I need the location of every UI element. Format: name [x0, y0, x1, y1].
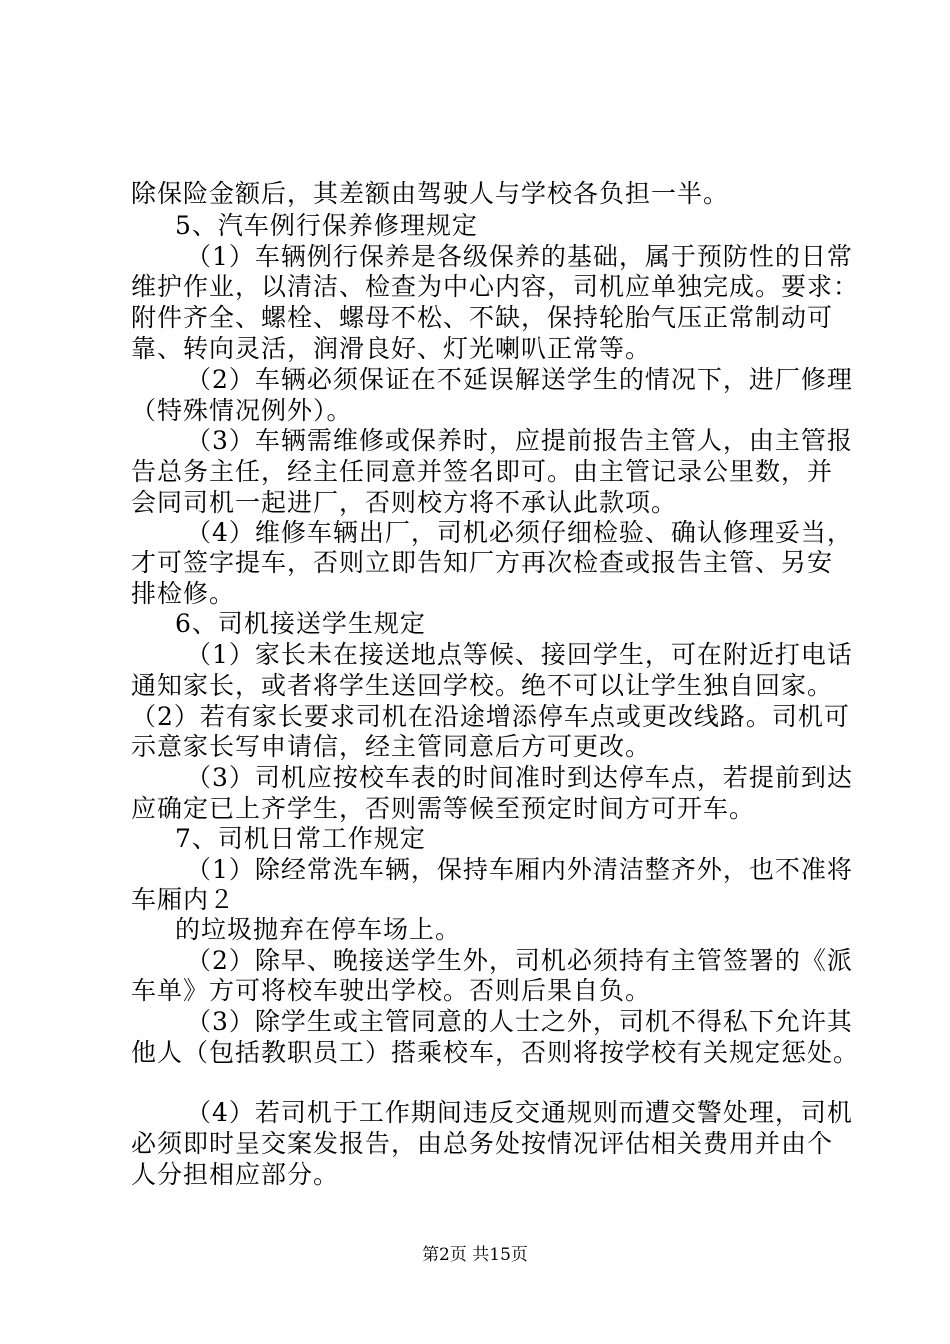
text-line: 车厢内２ [131, 885, 236, 914]
text-line: （3）除学生或主管同意的人士之外，司机不得私下允许其 [186, 1007, 853, 1036]
section-heading-5: 5、汽车例行保养修理规定 [175, 211, 478, 240]
text-line: 除保险金额后，其差额由驾驶人与学校各负担一半。 [131, 179, 730, 208]
text-line: 他人（包括教职员工）搭乘校车，否则将按学校有关规定惩处。 [131, 1038, 860, 1067]
text-line: 车单》方可将校车驶出学校。否则后果自负。 [131, 976, 652, 1005]
text-line: （1）车辆例行保养是各级保养的基础，属于预防性的日常 [186, 242, 853, 271]
text-line: 必须即时呈交案发报告，由总务处按情况评估相关费用并由个 [131, 1129, 834, 1158]
text-line: 附件齐全、螺栓、螺母不松、不缺，保持轮胎气压正常制动可 [131, 303, 834, 332]
page-number-footer: 第2页 共15页 [422, 1245, 528, 1265]
text-line: 排检修。 [131, 579, 236, 608]
text-line: （4）若司机于工作期间违反交通规则而遭交警处理，司机 [186, 1098, 853, 1127]
text-line: 示意家长写申请信，经主管同意后方可更改。 [131, 732, 652, 761]
section-heading-6: 6、司机接送学生规定 [175, 609, 426, 638]
text-line: 告总务主任，经主任同意并签名即可。由主管记录公里数，并 [131, 457, 834, 486]
text-line: 才可签字提车，否则立即告知厂方再次检查或报告主管、另安 [131, 548, 834, 577]
text-line: （2）若有家长要求司机在沿途增添停车点或更改线路。司机可 [131, 702, 850, 731]
text-line: 靠、转向灵活，润滑良好、灯光喇叭正常等。 [131, 334, 652, 363]
text-line: 人分担相应部分。 [131, 1160, 340, 1189]
text-line: （3）车辆需维修或保养时，应提前报告主管人，由主管报 [186, 426, 853, 455]
section-heading-7: 7、司机日常工作规定 [175, 824, 426, 853]
text-line: （3）司机应按校车表的时间准时到达停车点，若提前到达 [186, 763, 853, 792]
text-line: 的垃圾抛弃在停车场上。 [175, 915, 462, 944]
text-line: （1）家长未在接送地点等候、接回学生，可在附近打电话 [186, 640, 853, 669]
text-line: 应确定已上齐学生，否则需等候至预定时间方可开车。 [131, 794, 756, 823]
text-line: （特殊情况例外）。 [131, 396, 353, 425]
text-line: 通知家长，或者将学生送回学校。绝不可以让学生独自回家。 [131, 671, 834, 700]
text-line: 会同司机一起进厂，否则校方将不承认此款项。 [131, 488, 678, 517]
text-line: （2）除早、晚接送学生外，司机必须持有主管签署的《派 [186, 946, 853, 975]
text-line: （1）除经常洗车辆，保持车厢内外清洁整齐外，也不准将 [186, 855, 853, 884]
text-line: （2）车辆必须保证在不延误解送学生的情况下，进厂修理 [186, 365, 853, 394]
text-line: （4）维修车辆出厂，司机必须仔细检验、确认修理妥当， [186, 518, 853, 547]
text-line: 维护作业，以清洁、检查为中心内容，司机应单独完成。要求： [131, 272, 860, 301]
